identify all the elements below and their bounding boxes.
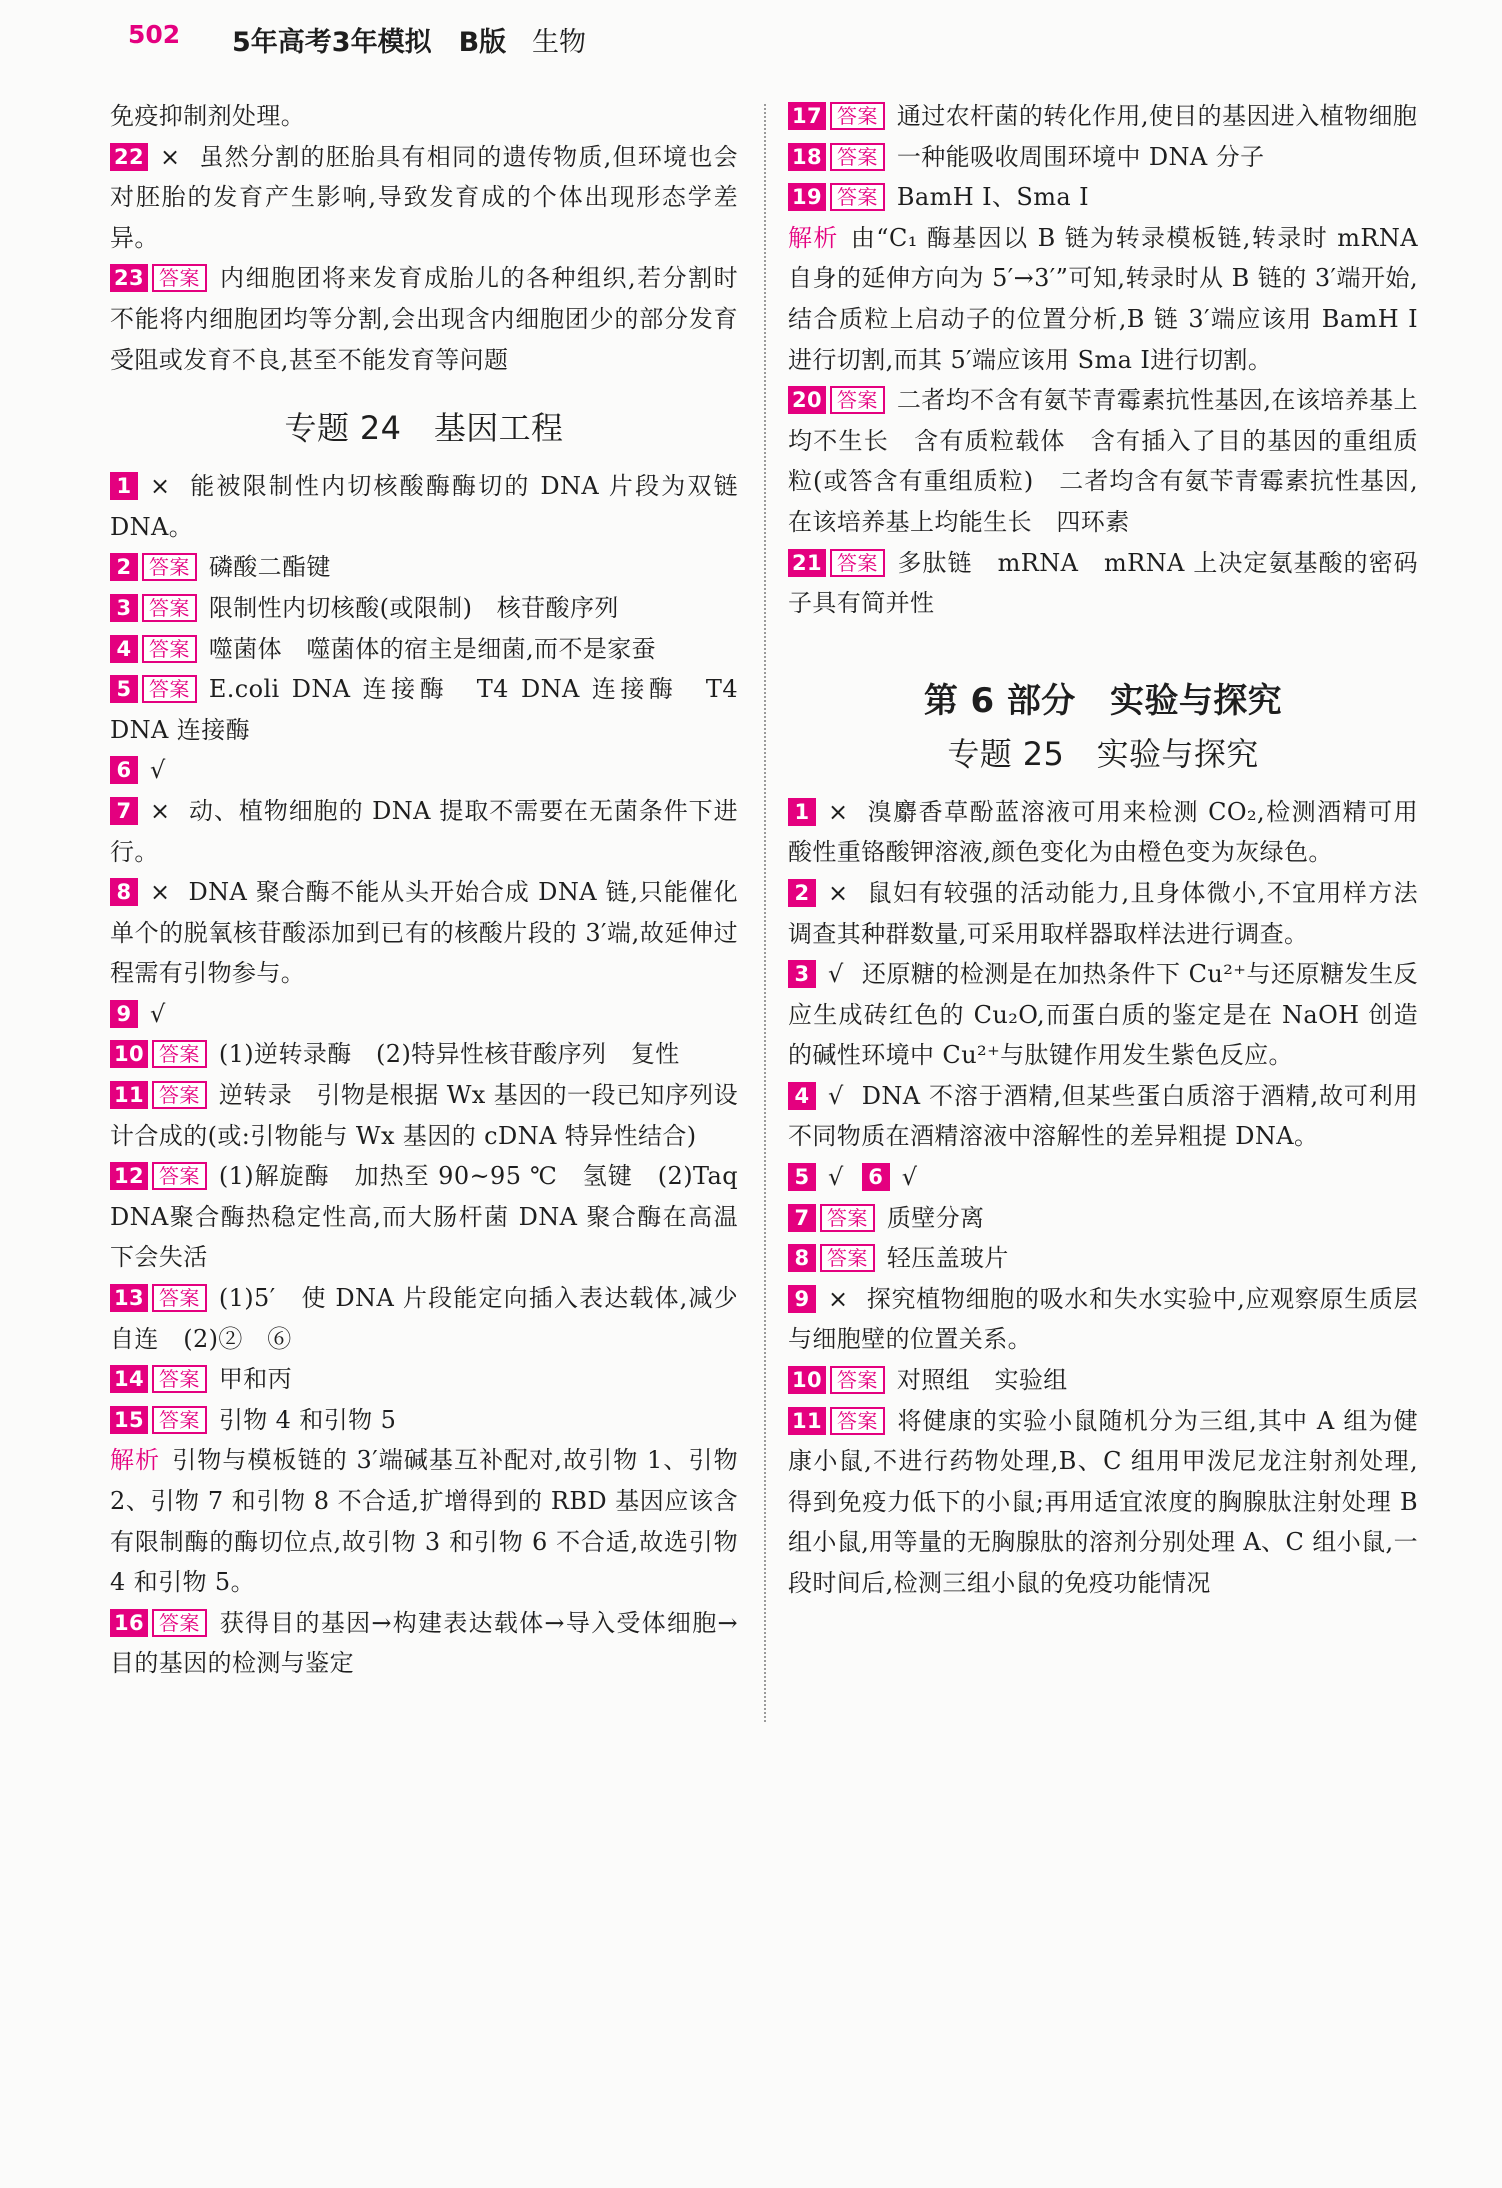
answer-item-e11 — [788, 1401, 1418, 1604]
item-number: 2 — [788, 879, 816, 907]
answer-item-6 — [110, 750, 738, 791]
item-text: 溴麝香草酚蓝溶液可用来检测 CO₂,检测酒精可用酸性重铬酸钾溶液,颜色变化为由橙色变为灰绿色。 — [788, 797, 1418, 867]
item-number: 1 — [788, 798, 816, 826]
answer-item-22 — [110, 137, 738, 259]
answer-item-e7 — [788, 1198, 1418, 1239]
check-mark: √ — [828, 960, 844, 989]
item-text: 探究植物细胞的吸水和失水实验中,应观察原生质层与细胞壁的位置关系。 — [788, 1284, 1418, 1354]
answer-tag: 答案 — [152, 1162, 207, 1190]
subject-label: 生物 — [532, 27, 586, 58]
answer-item-12 — [110, 1156, 738, 1278]
answer-tag: 答案 — [830, 183, 885, 211]
item-number: 3 — [110, 594, 138, 622]
item-number: 4 — [788, 1082, 816, 1110]
answer-item-11 — [110, 1075, 738, 1156]
item-number: 12 — [110, 1162, 148, 1190]
item-text: 将健康的实验小鼠随机分为三组,其中 A 组为健康小鼠,不进行药物处理,B、C 组用甲泼尼龙注射剂处理,得到免疫力低下的小鼠;再用适宜浓度的胸腺肽注射处理 B 组小鼠,用等量的无胸腺肽的溶剂分别处理 A、C 组小鼠,一段时间后,检测三组小鼠的免疫功能情况 — [788, 1406, 1418, 1597]
explanation-15 — [110, 1440, 738, 1602]
answer-item-9 — [110, 994, 738, 1035]
item-text: 轻压盖玻片 — [886, 1244, 1009, 1273]
answer-item-e1 — [788, 792, 1418, 873]
explanation-label: 解析 — [110, 1446, 161, 1475]
answer-item-21 — [788, 543, 1418, 624]
item-number: 22 — [110, 143, 148, 171]
answer-tag: 答案 — [152, 1406, 207, 1434]
book-title: 5年高考3年模拟 B版 — [232, 27, 507, 58]
item-text: (1)逆转录酶 (2)特异性核苷酸序列 复性 — [218, 1040, 680, 1069]
item-number: 7 — [788, 1204, 816, 1232]
item-text: (1)解旋酶 加热至 90~95 ℃ 氢键 (2)Taq DNA聚合酶热稳定性高,而大肠杆菌 DNA 聚合酶在高温下会失活 — [110, 1162, 738, 1272]
item-number: 18 — [788, 143, 826, 171]
explanation-text: 由“C₁ 酶基因以 B 链为转录模板链,转录时 mRNA 自身的延伸方向为 5′→3′”可知,转录时从 B 链的 3′端开始,结合质粒上启动子的位置分析,B 链 3′端应该用 BamH Ⅰ进行切割,而其 5′端应该用 Sma Ⅰ进行切割。 — [788, 223, 1418, 374]
answer-item-16 — [110, 1603, 738, 1684]
answer-tag: 答案 — [152, 1040, 207, 1068]
item-text: 一种能吸收周围环境中 DNA 分子 — [896, 142, 1265, 171]
item-text: E.coli DNA 连接酶 T4 DNA 连接酶 T4 DNA 连接酶 — [110, 675, 738, 744]
answer-item-e2 — [788, 873, 1418, 954]
item-number: 9 — [110, 1000, 138, 1028]
answer-tag: 答案 — [152, 1081, 207, 1109]
item-number: 5 — [788, 1163, 816, 1191]
right-column — [788, 96, 1418, 1604]
answer-tag: 答案 — [152, 1365, 207, 1393]
item-number: 6 — [110, 756, 138, 784]
answer-tag: 答案 — [830, 1407, 885, 1435]
answer-tag: 答案 — [142, 553, 197, 581]
item-number: 8 — [788, 1244, 816, 1272]
explanation-label: 解析 — [788, 223, 839, 252]
wrong-mark: × — [828, 797, 849, 826]
item-number: 2 — [110, 553, 138, 581]
continued-text: 免疫抑制剂处理。 — [110, 102, 306, 130]
item-text: 甲和丙 — [218, 1365, 293, 1394]
item-text: 能被限制性内切核酸酶酶切的 DNA 片段为双链 DNA。 — [110, 472, 738, 541]
part-heading: 第 6 部分 实验与探究 — [923, 680, 1283, 721]
answer-item-7 — [110, 791, 738, 872]
item-text: 质壁分离 — [886, 1203, 985, 1232]
page-header — [0, 12, 1502, 64]
answer-tag: 答案 — [820, 1244, 875, 1272]
check-mark: √ — [828, 1163, 844, 1192]
answer-item-8 — [110, 872, 738, 994]
item-number: 7 — [110, 797, 138, 825]
answer-item-15 — [110, 1400, 738, 1441]
item-number: 20 — [788, 386, 826, 414]
explanation-19 — [788, 218, 1418, 380]
answer-tag: 答案 — [152, 1284, 207, 1312]
wrong-mark: × — [150, 472, 171, 501]
item-number: 23 — [110, 264, 148, 292]
item-text: 磷酸二酯键 — [208, 553, 331, 582]
item-number: 11 — [110, 1081, 148, 1109]
item-number: 4 — [110, 635, 138, 663]
left-column — [110, 96, 738, 1684]
item-number: 3 — [788, 960, 816, 988]
item-text: 还原糖的检测是在加热条件下 Cu²⁺与还原糖发生反应生成砖红色的 Cu₂O,而蛋白质的鉴定是在 NaOH 创造的碱性环境中 Cu²⁺与肽键作用发生紫色反应。 — [788, 960, 1418, 1070]
answer-item-e9 — [788, 1279, 1418, 1360]
page-number: 502 — [128, 20, 181, 49]
check-mark: √ — [828, 1081, 844, 1110]
answer-tag: 答案 — [152, 1609, 207, 1637]
item-number: 11 — [788, 1407, 826, 1435]
item-text: 动、植物细胞的 DNA 提取不需要在无菌条件下进行。 — [110, 796, 738, 866]
answer-item-10 — [110, 1034, 738, 1075]
item-number: 6 — [862, 1163, 890, 1191]
check-mark: √ — [150, 756, 166, 785]
answer-tag: 答案 — [142, 635, 197, 663]
item-number: 13 — [110, 1284, 148, 1312]
item-number: 19 — [788, 183, 826, 211]
item-text: 虽然分割的胚胎具有相同的遗传物质,但环境也会对胚胎的发育产生影响,导致发育成的个体出现形态学差异。 — [110, 142, 738, 252]
answer-tag: 答案 — [830, 1366, 885, 1394]
item-number: 5 — [110, 675, 138, 703]
item-text: 逆转录 引物是根据 Wx 基因的一段已知序列设计合成的(或:引物能与 Wx 基因的 cDNA 特异性结合) — [110, 1081, 738, 1150]
item-text: 获得目的基因→构建表达载体→导入受体细胞→目的基因的检测与鉴定 — [110, 1608, 738, 1678]
wrong-mark: × — [828, 1284, 849, 1313]
item-number: 9 — [788, 1285, 816, 1313]
item-number: 14 — [110, 1365, 148, 1393]
item-number: 21 — [788, 549, 826, 577]
item-text: BamH Ⅰ、Sma Ⅰ — [896, 183, 1090, 212]
answer-item-2 — [110, 547, 738, 588]
check-mark: √ — [901, 1163, 918, 1192]
item-text: DNA 不溶于酒精,但某些蛋白质溶于酒精,故可利用不同物质在酒精溶液中溶解性的差异粗提 DNA。 — [788, 1081, 1418, 1151]
item-text: 二者均不含有氨苄青霉素抗性基因,在该培养基上均不生长 含有质粒载体 含有插入了目的基因的重组质粒(或答含有重组质粒) 二者均含有氨苄青霉素抗性基因,在该培养基上均能生长 四环素 — [788, 386, 1418, 536]
answer-item-5 — [110, 669, 738, 750]
answer-item-e3 — [788, 954, 1418, 1076]
item-text: 通过农杆菌的转化作用,使目的基因进入植物细胞 — [896, 102, 1418, 130]
answer-item-4 — [110, 629, 738, 670]
wrong-mark: × — [828, 878, 849, 907]
item-text: 限制性内切核酸(或限制) 核苷酸序列 — [208, 593, 619, 622]
explanation-text: 引物与模板链的 3′端碱基互补配对,故引物 1、引物 2、引物 7 和引物 8 不合适,扩增得到的 RBD 基因应该含有限制酶的酶切位点,故引物 3 和引物 6 不合适,故选引物 4 和引物 5。 — [110, 1446, 738, 1597]
answer-tag: 答案 — [142, 675, 197, 703]
answer-item-18 — [788, 137, 1418, 178]
wrong-mark: × — [160, 142, 181, 171]
item-text: 引物 4 和引物 5 — [218, 1405, 397, 1434]
item-text: 对照组 实验组 — [896, 1366, 1068, 1395]
answer-item-17 — [788, 96, 1418, 137]
item-text: DNA 聚合酶不能从头开始合成 DNA 链,只能催化单个的脱氧核苷酸添加到已有的核酸片段的 3′端,故延伸过程需有引物参与。 — [110, 878, 738, 988]
check-mark: √ — [150, 999, 166, 1028]
topic-heading-24: 专题 24 基因工程 — [284, 409, 564, 448]
item-text: 内细胞团将来发育成胎儿的各种组织,若分割时不能将内细胞团均等分割,会出现含内细胞团少的部分发育受阻或发育不良,甚至不能发育等问题 — [110, 264, 738, 374]
item-number: 16 — [110, 1609, 148, 1637]
answer-item-20 — [788, 380, 1418, 542]
answer-item-e5-e6 — [788, 1157, 1418, 1198]
item-text: 噬菌体 噬菌体的宿主是细菌,而不是家蚕 — [208, 634, 657, 663]
answer-tag: 答案 — [830, 102, 885, 130]
item-number: 15 — [110, 1406, 148, 1434]
answer-tag: 答案 — [830, 143, 885, 171]
answer-tag: 答案 — [820, 1204, 875, 1232]
answer-tag: 答案 — [142, 594, 197, 622]
answer-item-e8 — [788, 1238, 1418, 1279]
answer-item-e10 — [788, 1360, 1418, 1401]
item-number: 8 — [110, 878, 138, 906]
item-number: 10 — [788, 1366, 826, 1394]
answer-tag: 答案 — [830, 386, 885, 414]
answer-tag: 答案 — [830, 549, 885, 577]
item-number: 10 — [110, 1040, 148, 1068]
answer-item-13 — [110, 1278, 738, 1359]
item-text: 鼠妇有较强的活动能力,且身体微小,不宜用样方法调查其种群数量,可采用取样器取样法进行调查。 — [788, 878, 1418, 948]
column-divider — [764, 104, 766, 1722]
topic-heading-25: 专题 25 实验与探究 — [947, 734, 1259, 773]
answer-item-19 — [788, 177, 1418, 218]
answer-tag: 答案 — [152, 264, 207, 292]
item-text: (1)5′ 使 DNA 片段能定向插入表达载体,减少自连 (2)② ⑥ — [110, 1284, 738, 1353]
item-text: 多肽链 mRNA mRNA 上决定氨基酸的密码子具有简并性 — [788, 548, 1418, 618]
answer-item-3 — [110, 588, 738, 629]
item-number: 1 — [110, 472, 138, 500]
answer-item-14 — [110, 1359, 738, 1400]
wrong-mark: × — [150, 796, 171, 825]
answer-item-23 — [110, 258, 738, 380]
answer-item-1 — [110, 466, 738, 547]
wrong-mark: × — [150, 878, 171, 907]
answer-item-e4 — [788, 1076, 1418, 1157]
item-number: 17 — [788, 102, 826, 130]
